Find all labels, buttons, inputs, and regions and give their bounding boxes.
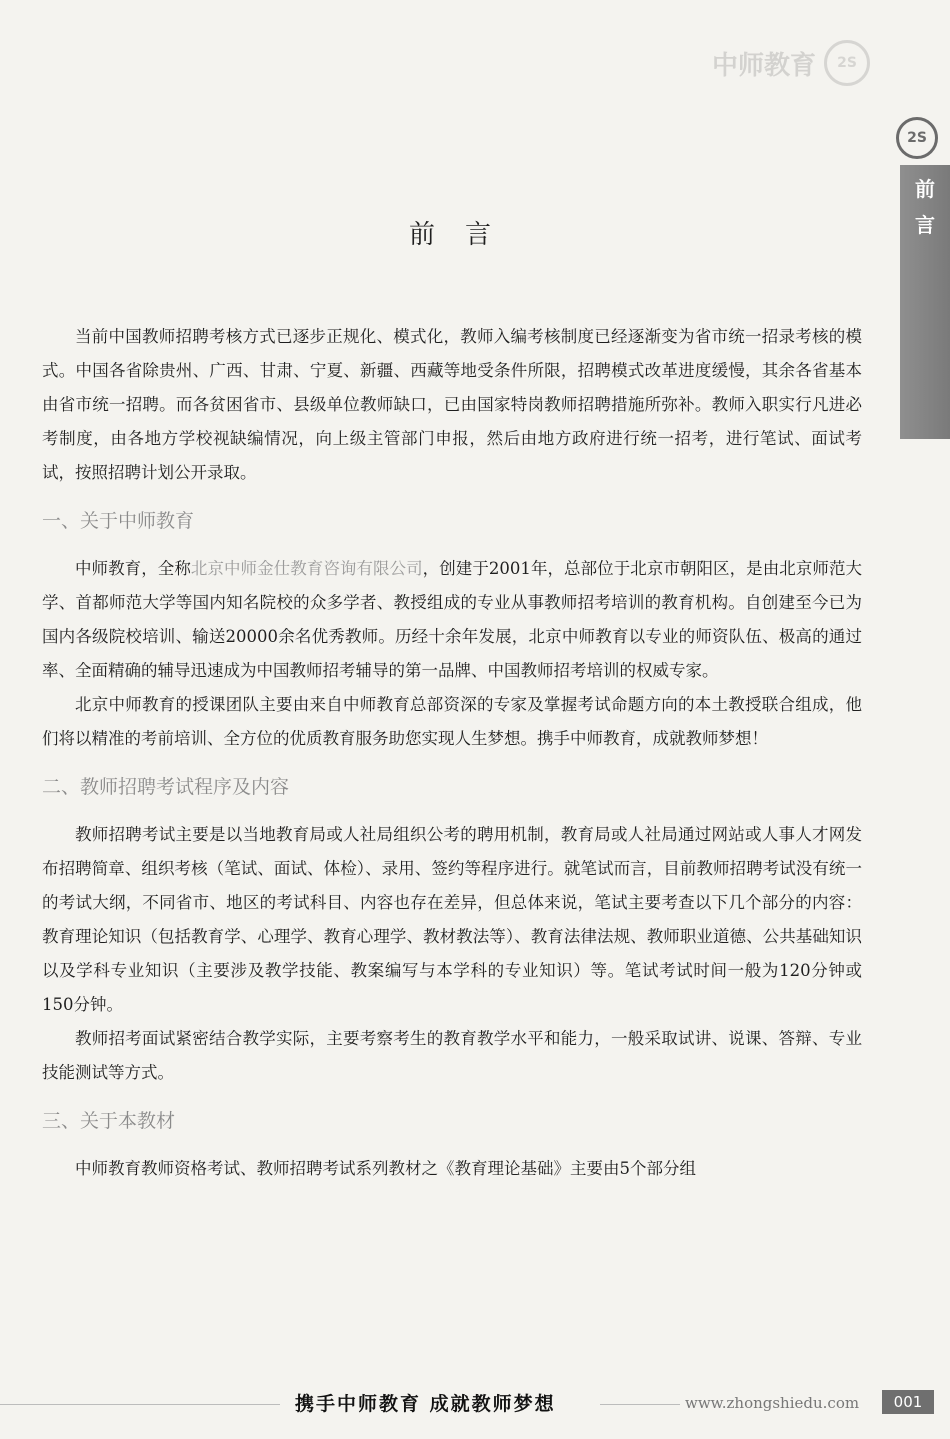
footer-divider-left: [0, 1404, 280, 1405]
page-number: 001: [882, 1390, 934, 1414]
intro-paragraph: 当前中国教师招聘考核方式已逐步正规化、模式化，教师入编考核制度已经逐渐变为省市统一招录考核的模式。中国各省除贵州、广西、甘肃、宁夏、新疆、西藏等地受条件所限，招聘模式改革进度缓慢，其余各省基本由省市统一招聘。而各贫困省市、县级单位教师缺口，已由国家特岗教师招聘措施所弥补。教师入职实行凡进必考制度，由各地方学校视缺编情况，向上级主管部门申报，然后由地方政府进行统一招考，进行笔试、面试考试，按照招聘计划公开录取。: [42, 327, 862, 482]
section-1-paragraph-2: 北京中师教育的授课团队主要由来自中师教育总部资深的专家及掌握考试命题方向的本土教授联合组成，他们将以精准的考前培训、全方位的优质教育服务助您实现人生梦想。携手中师教育，成就教师梦想！: [42, 695, 862, 748]
side-tab-char-1: 前: [915, 177, 935, 201]
watermark-logo: [712, 40, 870, 86]
footer-url: www.zhongshiedu.com: [685, 1394, 860, 1412]
section-1-text-a: 中师教育，全称: [75, 559, 191, 578]
side-tab-char-2: 言: [915, 213, 935, 237]
section-1-text-b: ，创建于2001年，总部位于北京市朝阳区，是由北京师范大学、首都师范大学等国内知名院校的众多学者、教授组成的专业从事教师招考培训的教育机构。自创建至今已为国内各级院校培训、输送20000余名优秀教师。历经十余年发展，北京中师教育以专业的师资队伍、极高的通过率、全面精确的辅导迅速成为中国教师招考辅导的第一品牌、中国教师招考培训的权威专家。: [42, 559, 862, 680]
section-heading-2: 二、教师招聘考试程序及内容: [42, 776, 290, 798]
section-3-paragraph-1: 中师教育教师资格考试、教师招聘考试系列教材之《教育理论基础》主要由5个部分组: [75, 1159, 696, 1178]
section-2-paragraph-1: 教师招聘考试主要是以当地教育局或人社局组织公考的聘用机制，教育局或人社局通过网站或人事人才网发布招聘简章、组织考核（笔试、面试、体检）、录用、签约等程序进行。就笔试而言，目前教师招聘考试没有统一的考试大纲，不同省市、地区的考试科目、内容也存在差异，但总体来说，笔试主要考查以下几个部分的内容：教育理论知识（包括教育学、心理学、教育心理学、教材教法等）、教育法律法规、教师职业道德、公共基础知识以及学科专业知识（主要涉及教学技能、教案编写与本学科的专业知识）等。笔试考试时间一般为120分钟或150分钟。: [42, 825, 862, 1014]
chapter-side-tab: [900, 165, 950, 439]
section-2-paragraph-2: 教师招考面试紧密结合教学实际，主要考察考生的教育教学水平和能力，一般采取试讲、说课、答辩、专业技能测试等方式。: [42, 1029, 862, 1082]
footer-divider-right: [600, 1404, 680, 1405]
section-heading-1: 一、关于中师教育: [42, 510, 195, 532]
watermark-logo-icon: 2S: [824, 40, 870, 86]
brand-logo-icon: 2S: [896, 117, 938, 159]
footer-slogan: 携手中师教育 成就教师梦想: [295, 1393, 556, 1415]
page-footer: [0, 1386, 950, 1422]
section-1-paragraph-1: [42, 552, 862, 688]
company-name: 北京中师金仕教育咨询有限公司: [190, 559, 423, 578]
watermark-text: 中师教育: [711, 50, 816, 81]
page-content: [42, 320, 862, 1186]
page-title: 前言: [408, 220, 521, 250]
section-heading-3: 三、关于本教材: [42, 1110, 176, 1132]
